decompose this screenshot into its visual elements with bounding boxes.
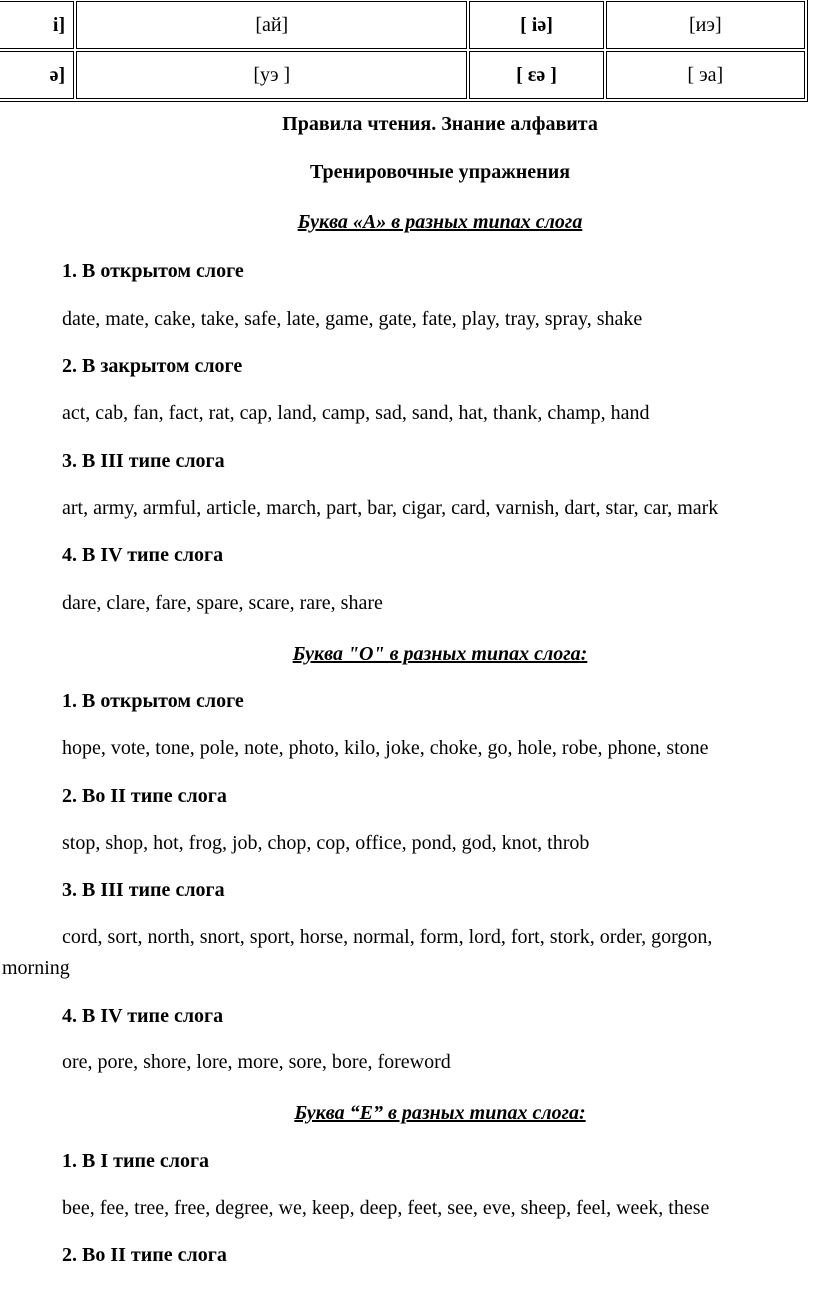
word-list: stop, shop, hot, frog, job, chop, cop, office, pond, god, knot, throb (62, 832, 590, 854)
item-label: 4. В IV типе слога (62, 1005, 224, 1027)
item-label: 4. В IV типе слога (62, 544, 224, 566)
table-cell: [иэ] (606, 1, 805, 49)
table-cell: [ эа] (606, 51, 805, 99)
table-cell: [ iə] (469, 1, 603, 49)
page-title: Правила чтения. Знание алфавита (282, 113, 598, 135)
item-label: 1. В I типе слога (62, 1150, 210, 1172)
item-label: 1. В открытом слоге (62, 260, 244, 282)
table-row (0, 51, 805, 99)
table-cell: i] (0, 1, 74, 49)
section-heading: Буква “Е” в разных типах слога: (294, 1102, 586, 1124)
word-list: act, cab, fan, fact, rat, cap, land, camp, sad, sand, hat, thank, champ, hand (62, 402, 650, 424)
word-list: ore, pore, shore, lore, more, sore, bore, foreword (62, 1051, 451, 1073)
table-cell: ə] (0, 51, 74, 99)
word-list: dare, clare, fare, spare, scare, rare, share (62, 592, 383, 614)
section-heading: Буква "О" в разных типах слога: (292, 643, 588, 665)
section-heading: Буква «А» в разных типах слога (297, 211, 583, 233)
table-cell: [уэ ] (76, 51, 467, 99)
word-list: art, army, armful, article, march, part, bar, cigar, card, varnish, dart, star, car, mark (62, 497, 719, 519)
page-subtitle: Тренировочные упражнения (309, 161, 571, 183)
phonetic-table (0, 0, 808, 102)
word-list: cord, sort, north, snort, sport, horse, normal, form, lord, fort, stork, order, gorgon, (62, 926, 713, 948)
word-list: hope, vote, tone, pole, note, photo, kilo, joke, choke, go, hole, robe, phone, stone (62, 737, 709, 759)
table-row (0, 1, 805, 49)
table-cell: [ай] (76, 1, 467, 49)
table-cell: [ ɛə ] (469, 51, 603, 99)
item-label: 3. В III типе слога (62, 450, 225, 472)
item-label: 2. В закрытом слоге (62, 355, 243, 377)
word-list: date, mate, cake, take, safe, late, game, gate, fate, play, tray, spray, shake (62, 308, 643, 330)
item-label: 2. Во II типе слога (62, 1244, 227, 1266)
word-list: bee, fee, tree, free, degree, we, keep, deep, feet, see, eve, sheep, feel, week, these (62, 1197, 710, 1219)
item-label: 3. В III типе слога (62, 879, 225, 901)
item-label: 2. Во II типе слога (62, 785, 227, 807)
word-list-continuation: morning (2, 957, 70, 979)
item-label: 1. В открытом слоге (62, 690, 244, 712)
